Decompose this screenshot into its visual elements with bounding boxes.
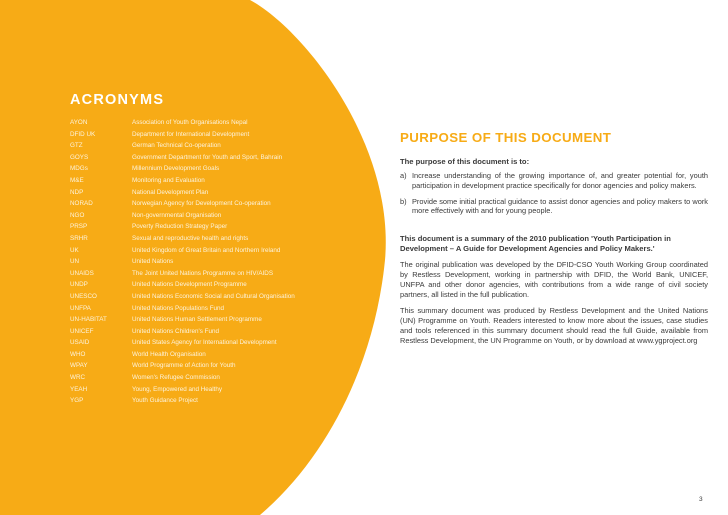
- acronym-definition: Monitoring and Evaluation: [132, 176, 205, 184]
- acronym-abbreviation: WRC: [70, 374, 86, 382]
- acronym-definition: Department for International Development: [132, 130, 250, 138]
- list-text: Provide some initial practical guidance to assist donor agencies and policy makers to work more effectively with and for young people.: [412, 196, 708, 216]
- acronym-row: [70, 177, 370, 189]
- acronym-abbreviation: USAID: [70, 339, 90, 347]
- acronym-abbreviation: YEAH: [70, 385, 88, 393]
- purpose-section: [400, 130, 708, 353]
- acronym-row: [70, 305, 370, 317]
- acronym-abbreviation: UN: [70, 258, 80, 266]
- acronym-definition: World Programme of Action for Youth: [132, 362, 236, 370]
- acronym-abbreviation: DFID UK: [70, 130, 96, 138]
- acronym-row: [70, 362, 370, 374]
- acronym-abbreviation: UNDP: [70, 281, 88, 289]
- list-marker: b): [400, 196, 407, 206]
- acronym-row: [70, 212, 370, 224]
- acronym-definition: Poverty Reduction Strategy Paper: [132, 223, 228, 231]
- acronym-definition: United Nations Development Programme: [132, 281, 247, 289]
- acronym-definition: National Development Plan: [132, 188, 209, 196]
- acronym-row: [70, 281, 370, 293]
- acronym-abbreviation: UK: [70, 246, 79, 254]
- acronym-row: [70, 386, 370, 398]
- acronym-abbreviation: MDGs: [70, 165, 88, 173]
- acronyms-list: [70, 119, 370, 409]
- acronym-definition: Norwegian Agency for Development Co-operation: [132, 200, 271, 208]
- acronym-definition: Youth Guidance Project: [132, 397, 198, 405]
- acronym-definition: United States Agency for International Development: [132, 339, 277, 347]
- page-number: 3: [699, 496, 703, 503]
- acronym-abbreviation: WPAY: [70, 362, 88, 370]
- acronym-definition: Millennium Development Goals: [132, 165, 220, 173]
- acronym-row: [70, 247, 370, 259]
- acronym-definition: Sexual and reproductive health and rights: [132, 234, 249, 242]
- acronym-abbreviation: M&E: [70, 176, 84, 184]
- body-paragraph: This summary document was produced by Restless Development and the United Nations (UN) Programme on Youth. Readers interested to know more about the issues, case studies and tools referenced in this summary document should read the full Guide, available from Restless Development, the UN Programme on Youth, or by download at www.ygproject.org: [400, 306, 708, 345]
- acronym-row: [70, 142, 370, 154]
- acronym-abbreviation: UNFPA: [70, 304, 91, 312]
- acronym-definition: United Nations Human Settlement Programme: [132, 316, 262, 324]
- acronym-row: [70, 119, 370, 131]
- acronym-definition: United Nations: [132, 258, 174, 266]
- acronym-row: [70, 165, 370, 177]
- acronym-row: [70, 339, 370, 351]
- acronym-abbreviation: AYON: [70, 119, 88, 126]
- acronym-row: [70, 328, 370, 340]
- purpose-title: PURPOSE OF THIS DOCUMENT: [400, 130, 612, 145]
- acronym-abbreviation: NGO: [70, 211, 85, 219]
- acronym-abbreviation: UNICEF: [70, 327, 94, 335]
- acronym-definition: Non-governmental Organisation: [132, 211, 222, 219]
- acronym-row: [70, 397, 370, 409]
- acronym-row: [70, 200, 370, 212]
- acronyms-title: ACRONYMS: [70, 92, 165, 108]
- acronym-definition: United Nations Children's Fund: [132, 327, 219, 335]
- summary-statement: This document is a summary of the 2010 publication 'Youth Participation in Development – A Guide for Development Agencies and Policy Makers.': [400, 234, 671, 254]
- acronym-abbreviation: NORAD: [70, 200, 93, 208]
- acronym-definition: Association of Youth Organisations Nepal: [132, 119, 248, 126]
- acronym-row: [70, 131, 370, 143]
- acronym-definition: United Kingdom of Great Britain and Northern Ireland: [132, 246, 281, 254]
- acronym-abbreviation: UNESCO: [70, 292, 97, 300]
- list-marker: a): [400, 171, 407, 180]
- acronym-row: [70, 293, 370, 305]
- list-text: Increase understanding of the growing importance of, and greater potential for, youth participation in development practice specifically for donor agencies and policy makers.: [412, 171, 708, 190]
- acronym-row: [70, 316, 370, 328]
- acronym-row: [70, 189, 370, 201]
- acronym-row: [70, 270, 370, 282]
- acronym-definition: Government Department for Youth and Sport, Bahrain: [132, 153, 283, 161]
- acronym-row: [70, 154, 370, 166]
- acronyms-section: [70, 92, 370, 409]
- acronym-abbreviation: GTZ: [70, 142, 83, 150]
- acronym-abbreviation: WHO: [70, 350, 86, 358]
- purpose-intro: The purpose of this document is to:: [400, 157, 530, 166]
- acronym-abbreviation: YGP: [70, 397, 84, 405]
- acronym-definition: The Joint United Nations Programme on HIV/AIDS: [132, 269, 274, 277]
- acronym-row: [70, 235, 370, 247]
- acronym-abbreviation: GOYS: [70, 153, 89, 161]
- acronym-abbreviation: UNAIDS: [70, 269, 94, 277]
- acronym-row: [70, 258, 370, 270]
- acronym-definition: United Nations Populations Fund: [132, 304, 225, 312]
- acronym-definition: German Technical Co-operation: [132, 142, 221, 150]
- acronym-row: [70, 374, 370, 386]
- acronym-abbreviation: UN-HABITAT: [70, 316, 107, 324]
- acronym-abbreviation: PRSP: [70, 223, 88, 231]
- acronym-row: [70, 223, 370, 235]
- acronym-definition: World Health Organisation: [132, 350, 206, 358]
- acronym-abbreviation: NDP: [70, 188, 84, 196]
- body-paragraph: The original publication was developed by the DFID-CSO Youth Working Group coordinated by Restless Development, working in partnership with DFID, the World Bank, UNICEF, UNFPA and other donor agencies, with contributions from a wide range of civil society partners, all listed in the full publication.: [400, 260, 708, 299]
- purpose-list-item: [400, 197, 708, 217]
- acronym-row: [70, 351, 370, 363]
- acronym-definition: United Nations Economic Social and Cultural Organisation: [132, 292, 295, 300]
- acronym-definition: Young, Empowered and Healthy: [132, 385, 223, 393]
- acronym-definition: Women's Refugee Commission: [132, 374, 220, 382]
- acronym-abbreviation: SRHR: [70, 234, 88, 242]
- purpose-list-item: [400, 171, 708, 191]
